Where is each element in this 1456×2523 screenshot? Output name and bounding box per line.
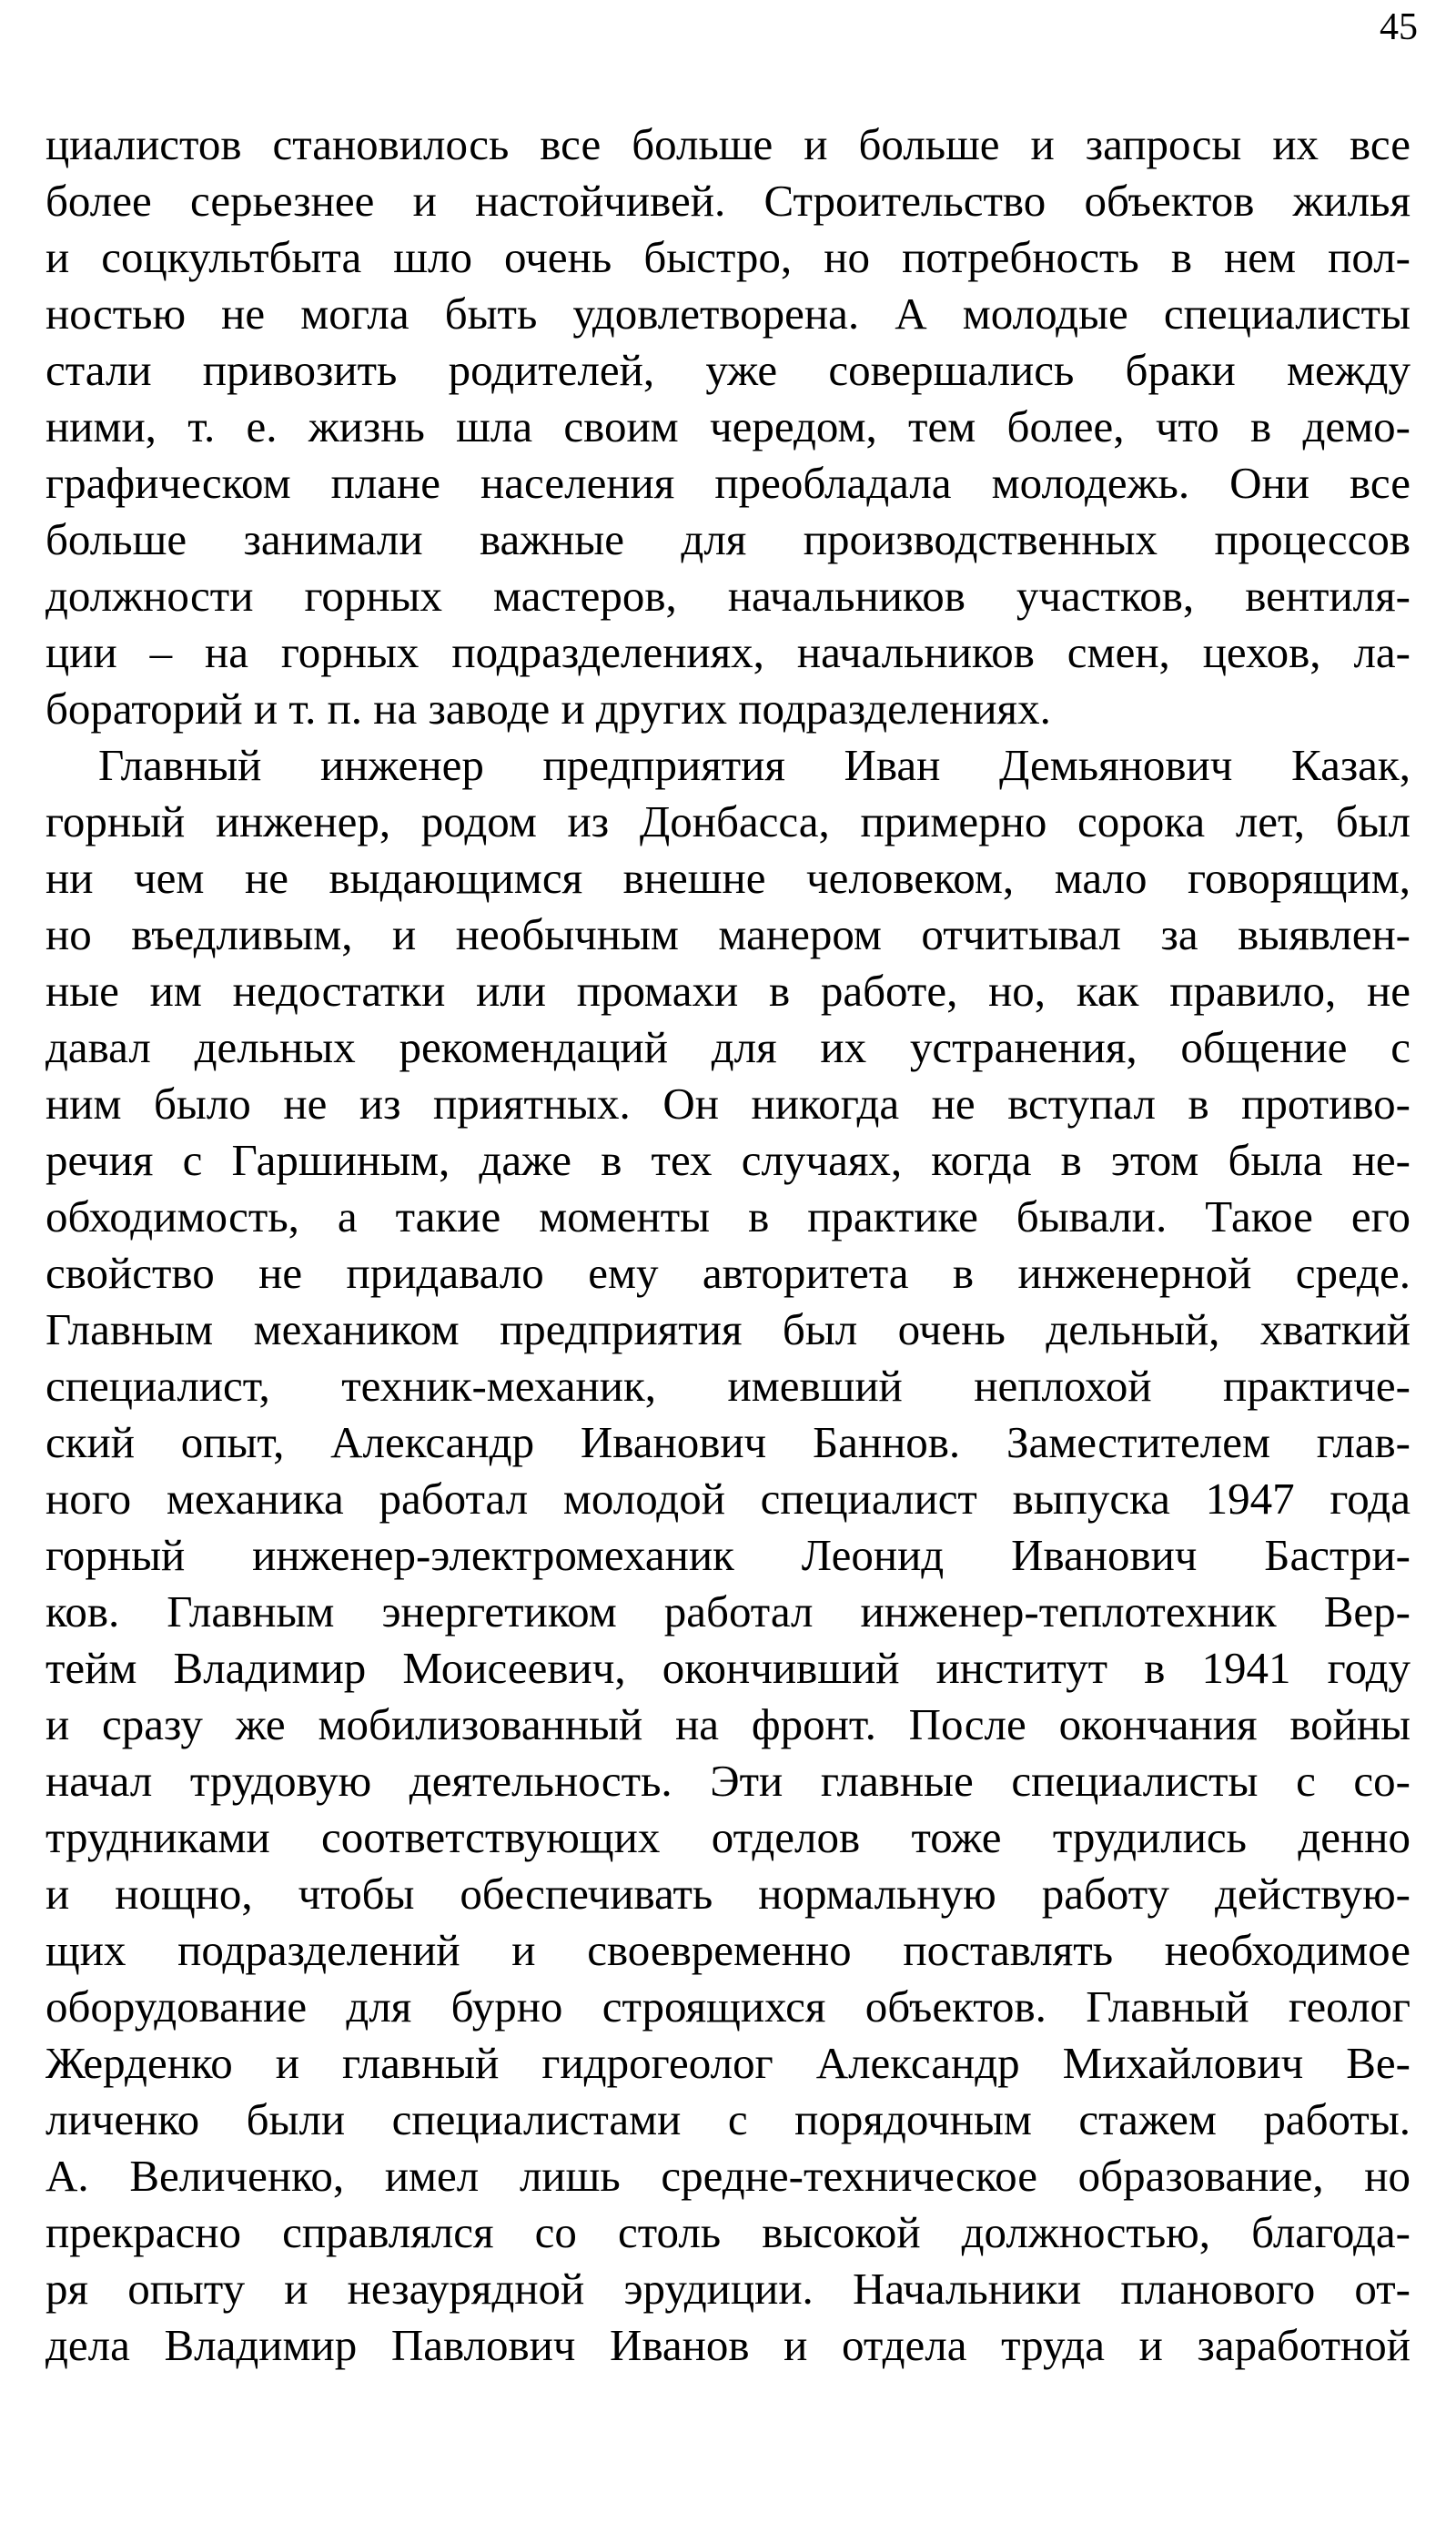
text-line: тейм Владимир Моисеевич, окончивший институт в 1941 году: [46, 1643, 1410, 1693]
text-line: более серьезнее и настойчивей. Строительство объектов жилья: [46, 176, 1410, 226]
text-line: циалистов становилось все больше и больше и запросы их все: [46, 119, 1410, 169]
text-line: речия с Гаршиным, даже в тех случаях, когда в этом была не-: [46, 1135, 1410, 1185]
text-line: специалист, техник-механик, имевший неплохой практиче-: [46, 1361, 1410, 1411]
text-line: горный инженер-электромеханик Леонид Иванович Бастри-: [46, 1530, 1410, 1580]
text-line: должности горных мастеров, начальников участков, вентиля-: [46, 571, 1410, 621]
text-line: обходимость, а такие моменты в практике бывали. Такое его: [46, 1191, 1410, 1241]
text-line: давал дельных рекомендаций для их устранения, общение с: [46, 1022, 1410, 1072]
text-line: личенко были специалистами с порядочным стажем работы.: [46, 2094, 1410, 2144]
text-line: графическом плане населения преобладала молодежь. Они все: [46, 458, 1410, 508]
paragraph-2: [46, 737, 1410, 2374]
text-line: щих подразделений и своевременно поставлять необходимое: [46, 1925, 1410, 1975]
page-number: 45: [1380, 6, 1418, 48]
body-text: [46, 117, 1410, 2374]
text-line: ним было не из приятных. Он никогда не вступал в противо-: [46, 1079, 1410, 1129]
text-line: но въедливым, и необычным манером отчитывал за выявлен-: [46, 909, 1410, 959]
text-line: ря опыту и незаурядной эрудиции. Начальники планового от-: [46, 2264, 1410, 2314]
text-line: и соцкультбыта шло очень быстро, но потребность в нем пол-: [46, 232, 1410, 282]
text-line: свойство не придавало ему авторитета в инженерной среде.: [46, 1248, 1410, 1298]
text-line: ский опыт, Александр Иванович Баннов. Заместителем глав-: [46, 1417, 1410, 1467]
text-line: и сразу же мобилизованный на фронт. После окончания войны: [46, 1699, 1410, 1749]
text-line: ностью не могла быть удовлетворена. А молодые специалисты: [46, 289, 1410, 339]
text-line: ные им недостатки или промахи в работе, но, как правило, не: [46, 966, 1410, 1016]
text-line: бораторий и т. п. на заводе и других подразделениях.: [46, 684, 1051, 734]
text-line: оборудование для бурно строящихся объектов. Главный геолог: [46, 1981, 1410, 2032]
text-line: начал трудовую деятельность. Эти главные специалисты с со-: [46, 1756, 1410, 1806]
text-line: ков. Главным энергетиком работал инженер-теплотехник Вер-: [46, 1586, 1410, 1636]
text-line: прекрасно справлялся со столь высокой должностью, благода-: [46, 2207, 1410, 2257]
text-line: стали привозить родителей, уже совершались браки между: [46, 345, 1410, 395]
text-line: ного механика работал молодой специалист выпуска 1947 года: [46, 1474, 1410, 1524]
text-line: и нощно, чтобы обеспечивать нормальную работу действую-: [46, 1869, 1410, 1919]
text-line: Главный инженер предприятия Иван Демьянович Казак,: [98, 740, 1410, 790]
text-line: дела Владимир Павлович Иванов и отдела труда и заработной: [46, 2320, 1410, 2370]
text-line: Жерденко и главный гидрогеолог Александр Михайлович Ве-: [46, 2038, 1410, 2088]
text-line: горный инженер, родом из Донбасса, примерно сорока лет, был: [46, 796, 1410, 846]
text-line: больше занимали важные для производственных процессов: [46, 514, 1410, 564]
text-line: ними, т. е. жизнь шла своим чередом, тем более, что в демо-: [46, 401, 1410, 451]
text-line: ни чем не выдающимся внешне человеком, мало говорящим,: [46, 853, 1410, 903]
text-line: А. Величенко, имел лишь средне-техническое образование, но: [46, 2151, 1410, 2201]
paragraph-1: [46, 117, 1410, 737]
text-line: Главным механиком предприятия был очень дельный, хваткий: [46, 1304, 1410, 1354]
text-line: трудниками соответствующих отделов тоже трудились денно: [46, 1812, 1410, 1862]
text-line: ции – на горных подразделениях, начальников смен, цехов, ла-: [46, 627, 1410, 677]
